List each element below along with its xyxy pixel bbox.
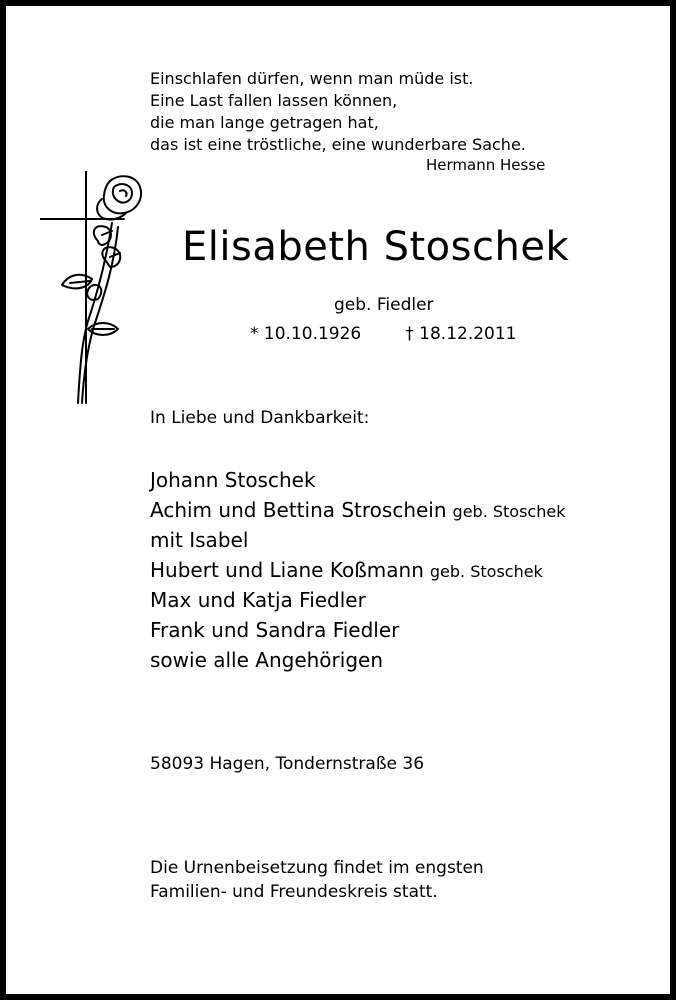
deceased-name: Elisabeth Stoschek	[182, 224, 570, 270]
mourner-name: mit Isabel	[150, 528, 249, 552]
mourner-name: Max und Katja Fiedler	[150, 588, 366, 612]
mourner-line	[150, 556, 565, 586]
death-date: † 18.12.2011	[405, 324, 517, 344]
life-dates	[250, 324, 517, 344]
cross-with-rose-icon	[40, 171, 150, 406]
birth-date: * 10.10.1926	[250, 324, 362, 344]
mourner-name: Frank und Sandra Fiedler	[150, 618, 400, 642]
poem	[150, 68, 526, 156]
dedication: In Liebe und Dankbarkeit:	[150, 408, 370, 428]
mourner-name: sowie alle Angehörigen	[150, 648, 383, 672]
mourner-line	[150, 646, 565, 676]
address: 58093 Hagen, Tondernstraße 36	[150, 754, 425, 774]
mourner-name: Achim und Bettina Stroschein	[150, 498, 447, 522]
maiden-name: geb. Fiedler	[334, 295, 434, 315]
mourner-line	[150, 526, 565, 556]
mourner-line	[150, 586, 565, 616]
poem-line: Eine Last fallen lassen können,	[150, 91, 398, 110]
mourner-name: Johann Stoschek	[150, 468, 316, 492]
mourner-note: geb. Stoschek	[452, 502, 566, 521]
notice-line: Die Urnenbeisetzung findet im engsten	[150, 858, 484, 878]
notice-line: Familien- und Freundeskreis statt.	[150, 882, 438, 902]
mourner-line	[150, 616, 565, 646]
mourner-line	[150, 496, 565, 526]
poem-line: Einschlafen dürfen, wenn man müde ist.	[150, 69, 474, 88]
burial-notice	[150, 856, 484, 904]
mourner-name: Hubert und Liane Koßmann	[150, 558, 424, 582]
mourner-note: geb. Stoschek	[429, 562, 543, 581]
mourner-line	[150, 466, 565, 496]
poem-author: Hermann Hesse	[426, 156, 546, 174]
poem-line: das ist eine tröstliche, eine wunderbare Sache.	[150, 135, 526, 154]
poem-line: die man lange getragen hat,	[150, 113, 379, 132]
mourners-list	[150, 466, 565, 676]
